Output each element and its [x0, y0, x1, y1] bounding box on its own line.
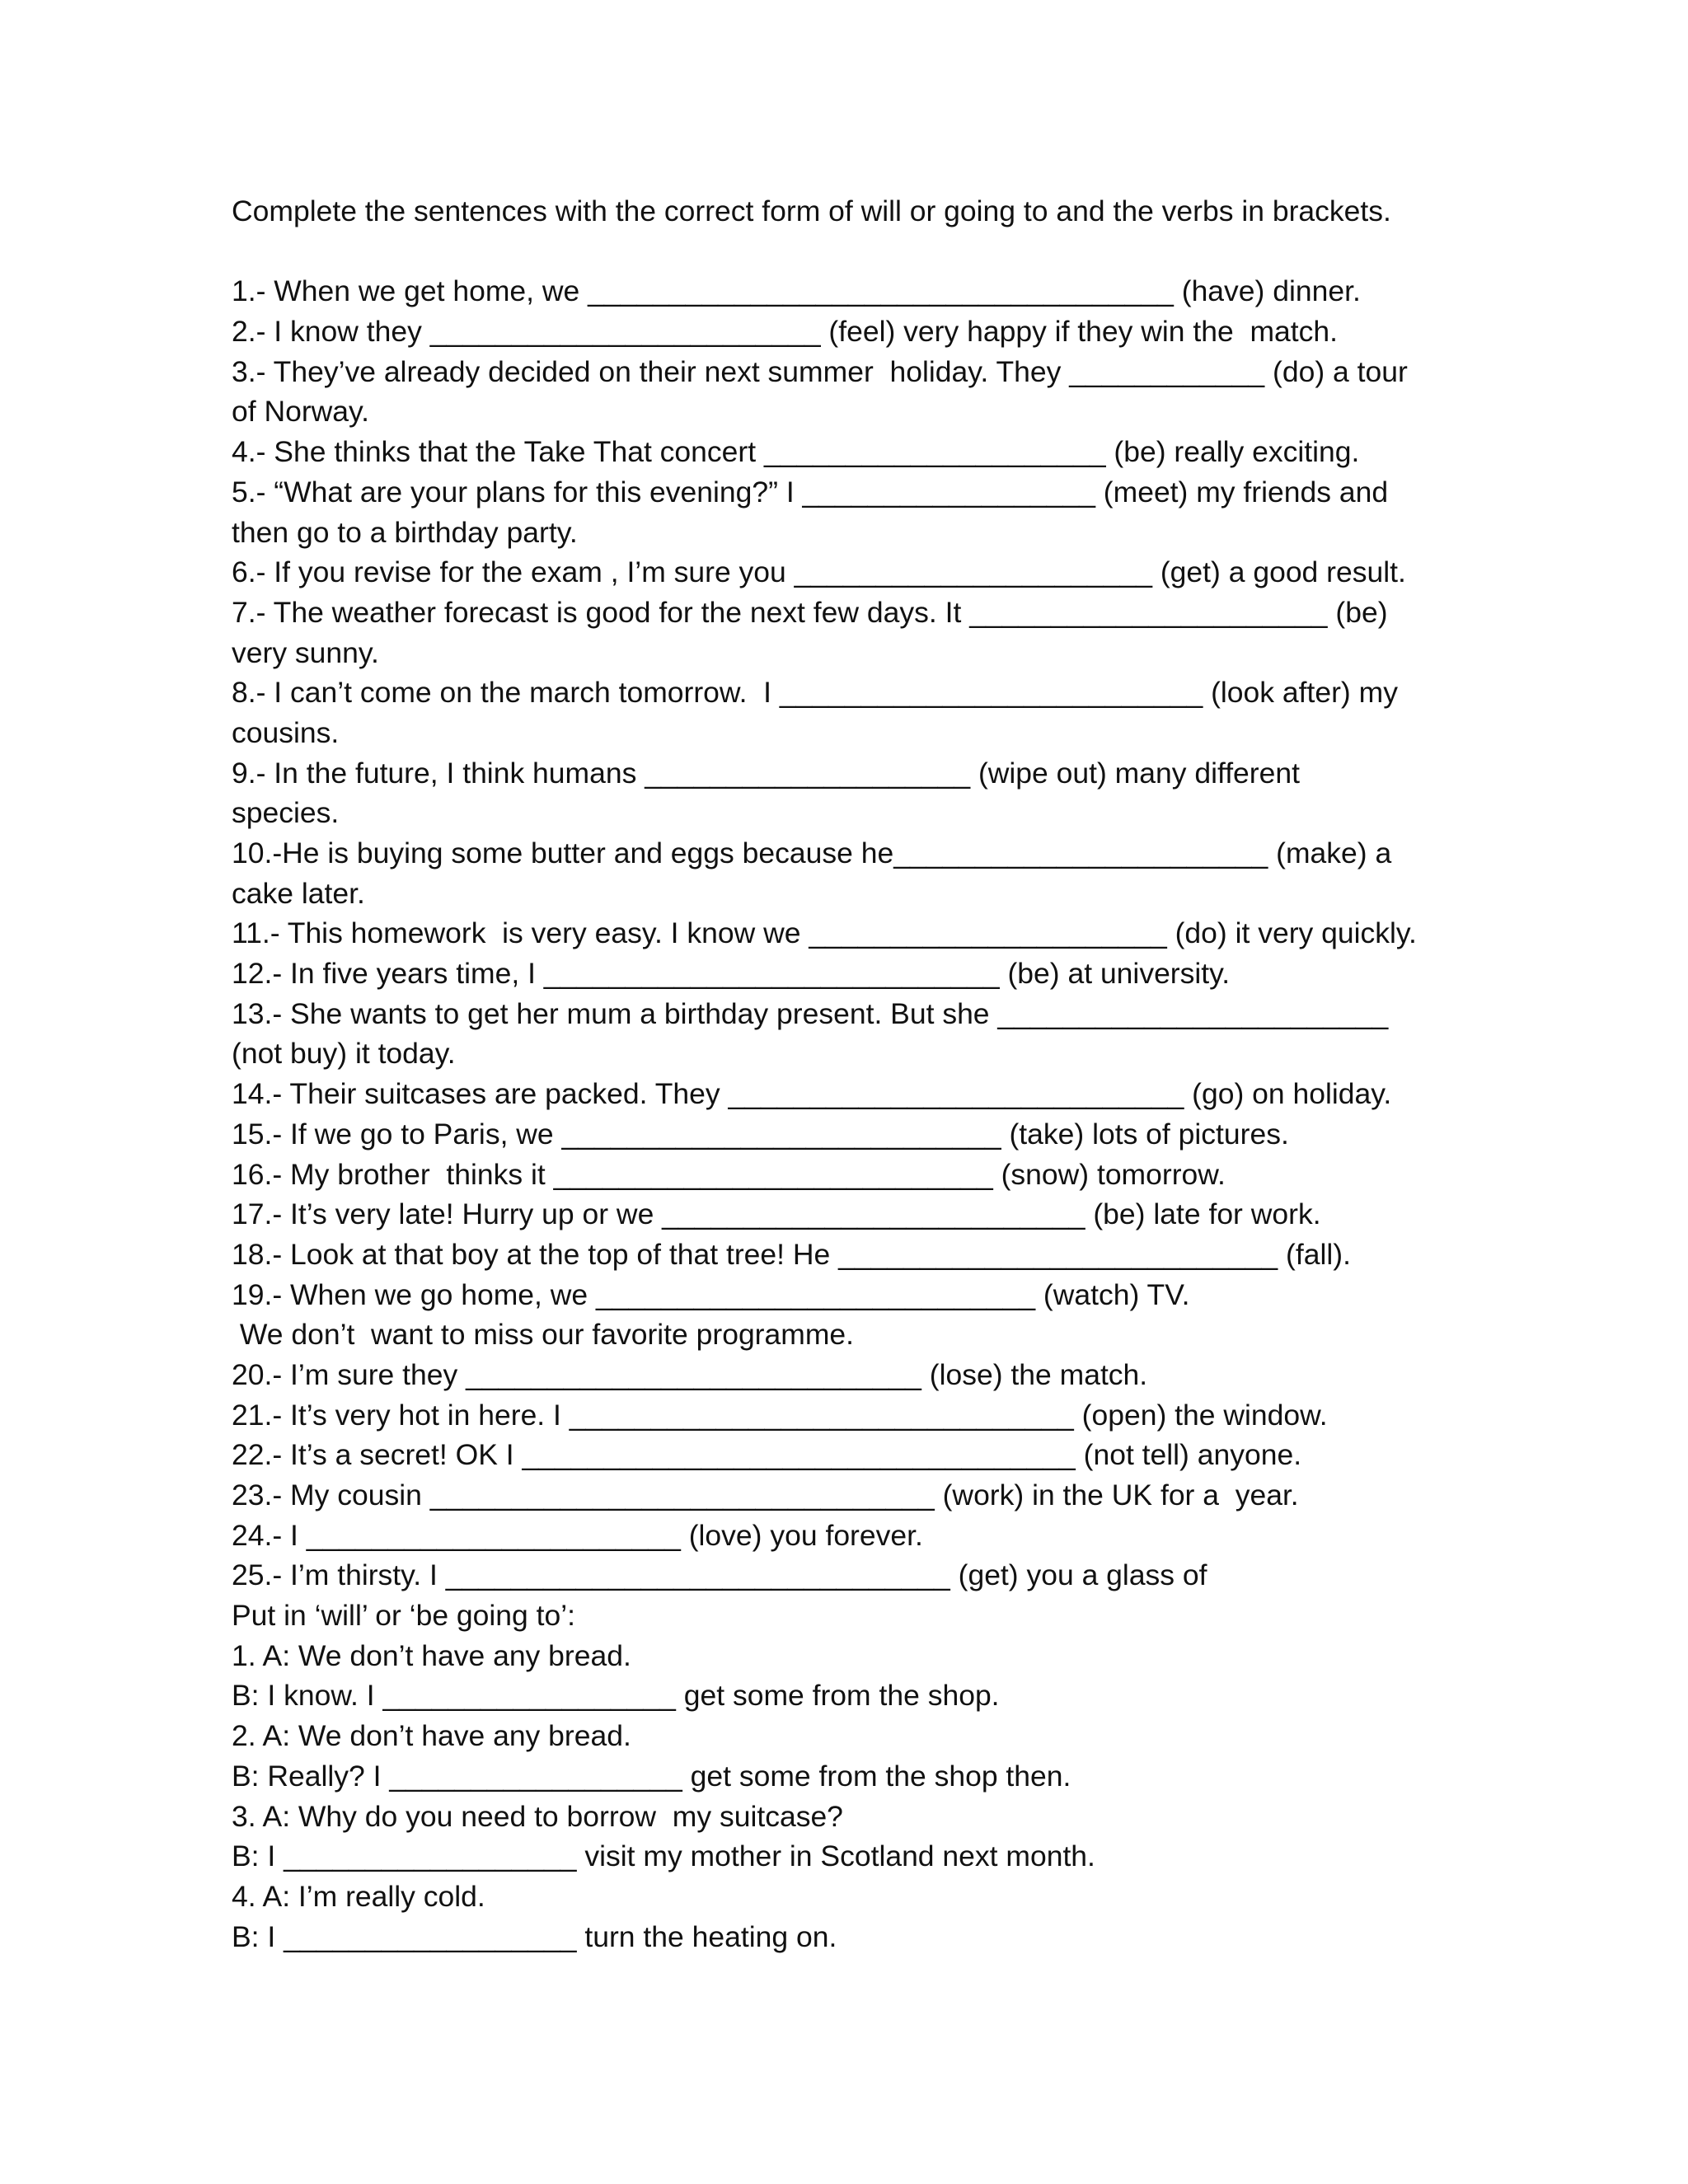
exercise-line: We don’t want to miss our favorite programme. [232, 1318, 854, 1352]
exercise-line: (not buy) it today. [232, 1037, 456, 1071]
exercise-line: 20.- I’m sure they ____________________________ (lose) the match. [232, 1357, 1148, 1391]
exercise-line: species. [232, 796, 340, 830]
exercise-line: 4.- She thinks that the Take That concert _____________________ (be) really exciting. [232, 435, 1360, 469]
exercise-line: 2.- I know they ________________________ (feel) very happy if they win the match. [232, 315, 1338, 349]
exercise-line: 13.- She wants to get her mum a birthday present. But she ________________________ [232, 996, 1389, 1030]
dialogue-line: 4. A: I’m really cold. [232, 1879, 485, 1913]
exercise-line: then go to a birthday party. [232, 515, 578, 549]
exercise-line: 22.- It’s a secret! OK I __________________________________ (not tell) anyone. [232, 1438, 1302, 1472]
exercise-line: 14.- Their suitcases are packed. They ____________________________ (go) on holiday. [232, 1077, 1392, 1111]
exercise-line: 16.- My brother thinks it ___________________________ (snow) tomorrow. [232, 1157, 1226, 1191]
exercise-line: of Norway. [232, 395, 370, 429]
exercise-line: 19.- When we go home, we ___________________________ (watch) TV. [232, 1277, 1190, 1311]
instructions: Complete the sentences with the correct form of will or going to and the verbs in brackets. [232, 194, 1391, 227]
dialogue-line: B: I __________________ turn the heating on. [232, 1919, 837, 1953]
exercise-line: 1.- When we get home, we ____________________________________ (have) dinner. [232, 274, 1361, 308]
exercise-line: 7.- The weather forecast is good for the next few days. It ______________________ (be) [232, 595, 1388, 629]
exercise-line: 15.- If we go to Paris, we ___________________________ (take) lots of pictures. [232, 1117, 1289, 1151]
exercise-line: 8.- I can’t come on the march tomorrow. I __________________________ (look after) my [232, 676, 1398, 710]
section-heading: Put in ‘will’ or ‘be going to’: [232, 1599, 576, 1633]
exercise-line: 11.- This homework is very easy. I know we ______________________ (do) it very quickly. [232, 916, 1417, 950]
dialogue-line: B: I __________________ visit my mother in Scotland next month. [232, 1840, 1095, 1873]
exercise-line: 10.-He is buying some butter and eggs because he_______________________ (make) a [232, 837, 1392, 869]
exercise-line: 18.- Look at that boy at the top of that tree! He ___________________________ (fall). [232, 1237, 1351, 1271]
exercise-line: very sunny. [232, 635, 379, 669]
dialogue-line: B: I know. I __________________ get some from the shop. [232, 1679, 1000, 1713]
exercise-line: 3.- They’ve already decided on their next summer holiday. They ____________ (do) a tour [232, 354, 1408, 388]
exercise-line: 17.- It’s very late! Hurry up or we __________________________ (be) late for work. [232, 1197, 1321, 1231]
dialogue-line: 2. A: We don’t have any bread. [232, 1719, 631, 1753]
exercise-line: 21.- It’s very hot in here. I _______________________________ (open) the window. [232, 1398, 1328, 1432]
dialogue-line: 3. A: Why do you need to borrow my suitcase? [232, 1799, 843, 1833]
exercise-line: 12.- In five years time, I ____________________________ (be) at university. [232, 957, 1231, 991]
dialogue-line: B: Really? I __________________ get some from the shop then. [232, 1759, 1071, 1793]
worksheet-content [232, 191, 1468, 1957]
exercise-line: 6.- If you revise for the exam , I’m sure you ______________________ (get) a good result. [232, 555, 1406, 589]
exercise-line: 23.- My cousin _______________________________ (work) in the UK for a year. [232, 1479, 1299, 1511]
exercise-line: 9.- In the future, I think humans ____________________ (wipe out) many different [232, 756, 1300, 790]
exercise-line: cake later. [232, 876, 365, 910]
exercise-line: 5.- “What are your plans for this evening?” I __________________ (meet) my friends and [232, 475, 1389, 509]
exercise-line: cousins. [232, 715, 340, 749]
exercise-line: 25.- I’m thirsty. I _______________________________ (get) you a glass of [232, 1558, 1207, 1592]
dialogue-line: 1. A: We don’t have any bread. [232, 1638, 631, 1672]
exercise-line: 24.- I _______________________ (love) you forever. [232, 1518, 923, 1552]
